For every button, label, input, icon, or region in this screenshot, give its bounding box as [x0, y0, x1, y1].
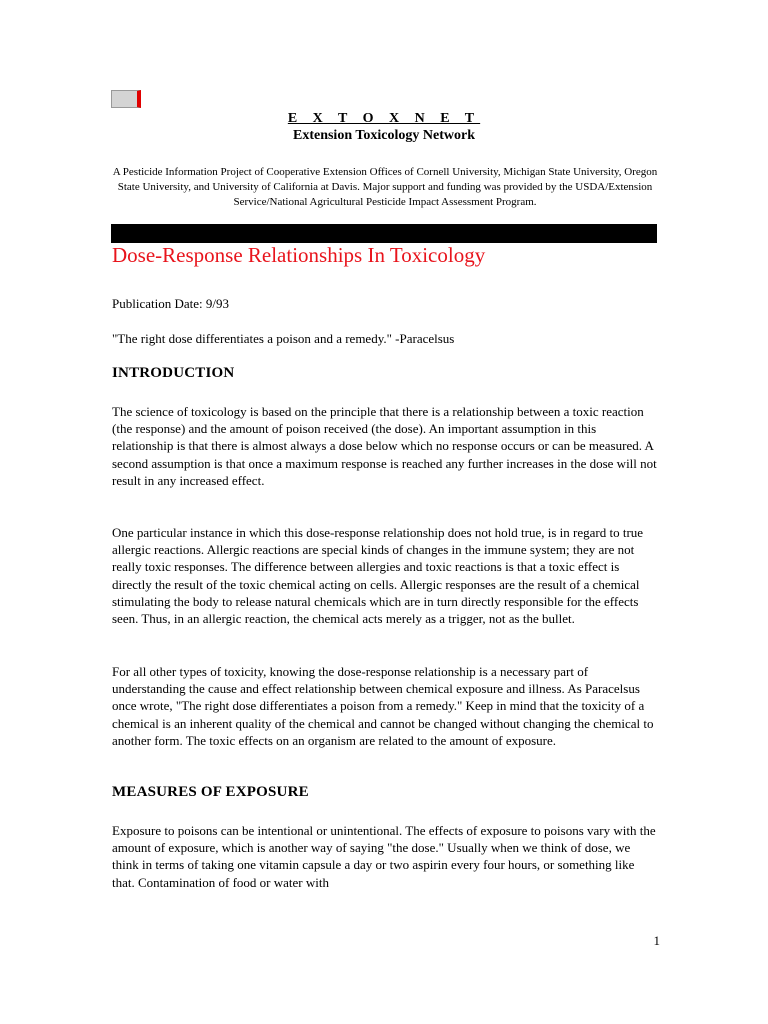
intro-paragraph-2: One particular instance in which this dose-response relationship does not hold true, is in regard to true allergic reactions. Allergic reactions are special kinds of changes in the immune system; they are not really toxic responses. The difference between allergies and toxic reactions is that a toxic effect is directly the result of the toxic chemical acting on cells. Allergic responses are the result of a chemical stimulating the body to release natural chemicals which are in turn directly responsible for the effects seen. Thus, in an allergic reaction, the chemical acts merely as a trigger, not as the bullet.: [112, 525, 644, 627]
measures-paragraph-1: Exposure to poisons can be intentional or unintentional. The effects of exposure to poisons vary with the amount of exposure, which is another way of saying "the dose." Usually when we think of dose, we think in terms of taking one vitamin capsule a day or two aspirin every four hours, or something like that. Contamination of food or water with: [112, 823, 656, 890]
measures-heading: MEASURES OF EXPOSURE: [112, 784, 309, 800]
introduction-heading: INTRODUCTION: [112, 365, 235, 381]
extoxnet-logo-image: [111, 90, 141, 108]
intro-paragraph-3: For all other types of toxicity, knowing the dose-response relationship is a necessary part of understanding the cause and effect relationship between chemical exposure and illness. As Paracelsus once wrote, "The right dose differentiates a poison from a remedy." Keep in mind that the toxicity of a chemical is an inherent quality of the chemical and cannot be changed without changing the chemical to another form. The toxic effects on an organism are related to the amount of exposure.: [112, 664, 654, 748]
document-title: Dose-Response Relationships In Toxicology: [112, 243, 486, 267]
project-description: A Pesticide Information Project of Cooperative Extension Offices of Cornell University, Michigan State University, Oregon State University, and University of California at Davis. Major support and funding was provided by the USDA/Extension Service/National Agricultural Pesticide Impact Assessment Program.: [112, 166, 658, 208]
paracelsus-quote: "The right dose differentiates a poison and a remedy." -Paracelsus: [112, 331, 455, 346]
header-divider-bar: [111, 224, 657, 243]
site-subtitle: Extension Toxicology Network: [292, 128, 475, 143]
publication-date: Publication Date: 9/93: [112, 296, 229, 311]
page-number: 1: [653, 933, 660, 948]
site-name: E X T O X N E T: [287, 111, 481, 126]
intro-paragraph-1: The science of toxicology is based on the principle that there is a relationship between a toxic reaction (the response) and the amount of poison received (the dose). An important assumption in this relationship is that there is almost always a dose below which no response occurs or can be measured. A second assumption is that once a maximum response is reached any further increases in the dose will not result in any increased effect.: [112, 404, 657, 488]
